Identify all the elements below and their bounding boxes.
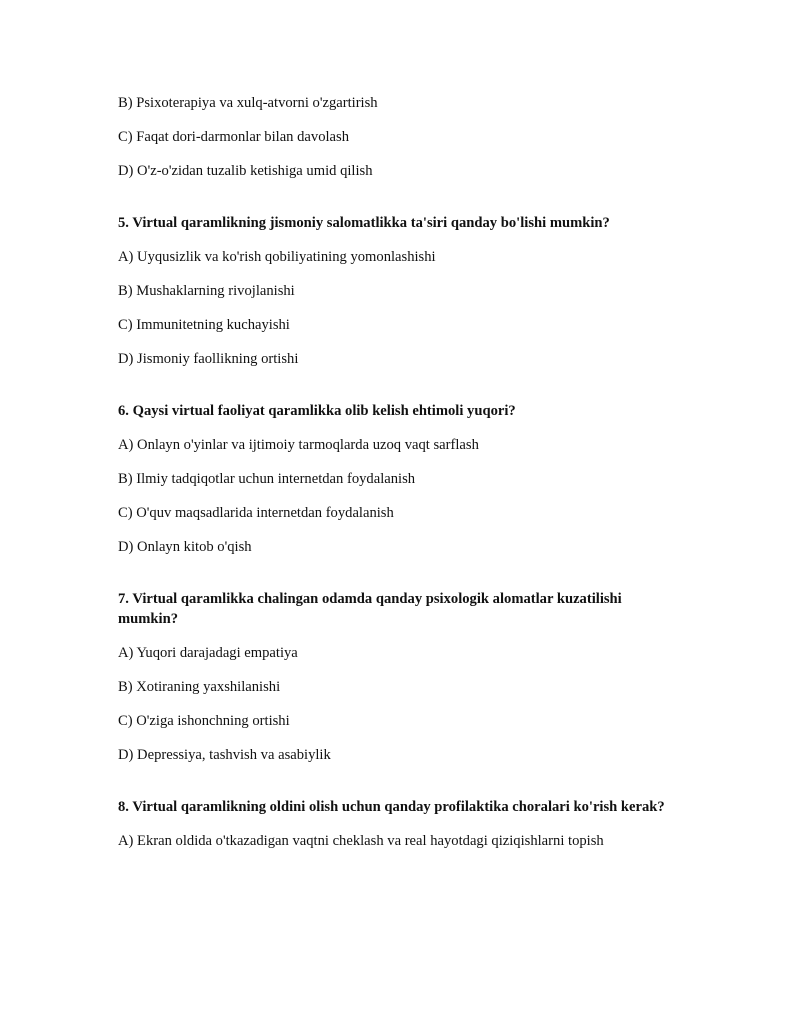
option-item: A) Onlayn o'yinlar va ijtimoiy tarmoqlarda uzoq vaqt sarflash: [118, 437, 479, 453]
option-item: D) O'z-o'zidan tuzalib ketishiga umid qilish: [118, 163, 373, 179]
option-item: D) Jismoniy faollikning ortishi: [118, 351, 299, 367]
question-block: [118, 589, 678, 765]
option-item: C) O'ziga ishonchning ortishi: [118, 713, 290, 729]
option-item: A) Yuqori darajadagi empatiya: [118, 645, 298, 661]
option-item: C) Faqat dori-darmonlar bilan davolash: [118, 129, 350, 145]
option-item: D) Depressiya, tashvish va asabiylik: [118, 747, 331, 763]
option-item: C) Immunitetning kuchayishi: [118, 317, 290, 333]
option-item: D) Onlayn kitob o'qish: [118, 539, 252, 555]
question-text: 7. Virtual qaramlikka chalingan odamda qanday psixologik alomatlar kuzatilishi mumkin?: [118, 591, 622, 627]
option-item: A) Ekran oldida o'tkazadigan vaqtni cheklash va real hayotdagi qiziqishlarni topish: [118, 833, 604, 849]
option-item: B) Mushaklarning rivojlanishi: [118, 283, 295, 299]
question-text: 8. Virtual qaramlikning oldini olish uchun qanday profilaktika choralari ko'rish kerak?: [118, 799, 665, 815]
question-text: 6. Qaysi virtual faoliyat qaramlikka olib kelish ehtimoli yuqori?: [118, 403, 516, 419]
option-item: B) Xotiraning yaxshilanishi: [118, 679, 281, 695]
document-page: [118, 93, 678, 865]
option-item: A) Uyqusizlik va ko'rish qobiliyatining yomonlashishi: [118, 249, 436, 265]
option-item: B) Ilmiy tadqiqotlar uchun internetdan foydalanish: [118, 471, 416, 487]
option-item: B) Psixoterapiya va xulq-atvorni o'zgartirish: [118, 95, 378, 111]
question-block: [118, 797, 678, 851]
question-text: 5. Virtual qaramlikning jismoniy salomatlikka ta'siri qanday bo'lishi mumkin?: [118, 215, 610, 231]
question-block: [118, 401, 678, 557]
option-item: C) O'quv maqsadlarida internetdan foydalanish: [118, 505, 394, 521]
question-block: [118, 213, 678, 369]
